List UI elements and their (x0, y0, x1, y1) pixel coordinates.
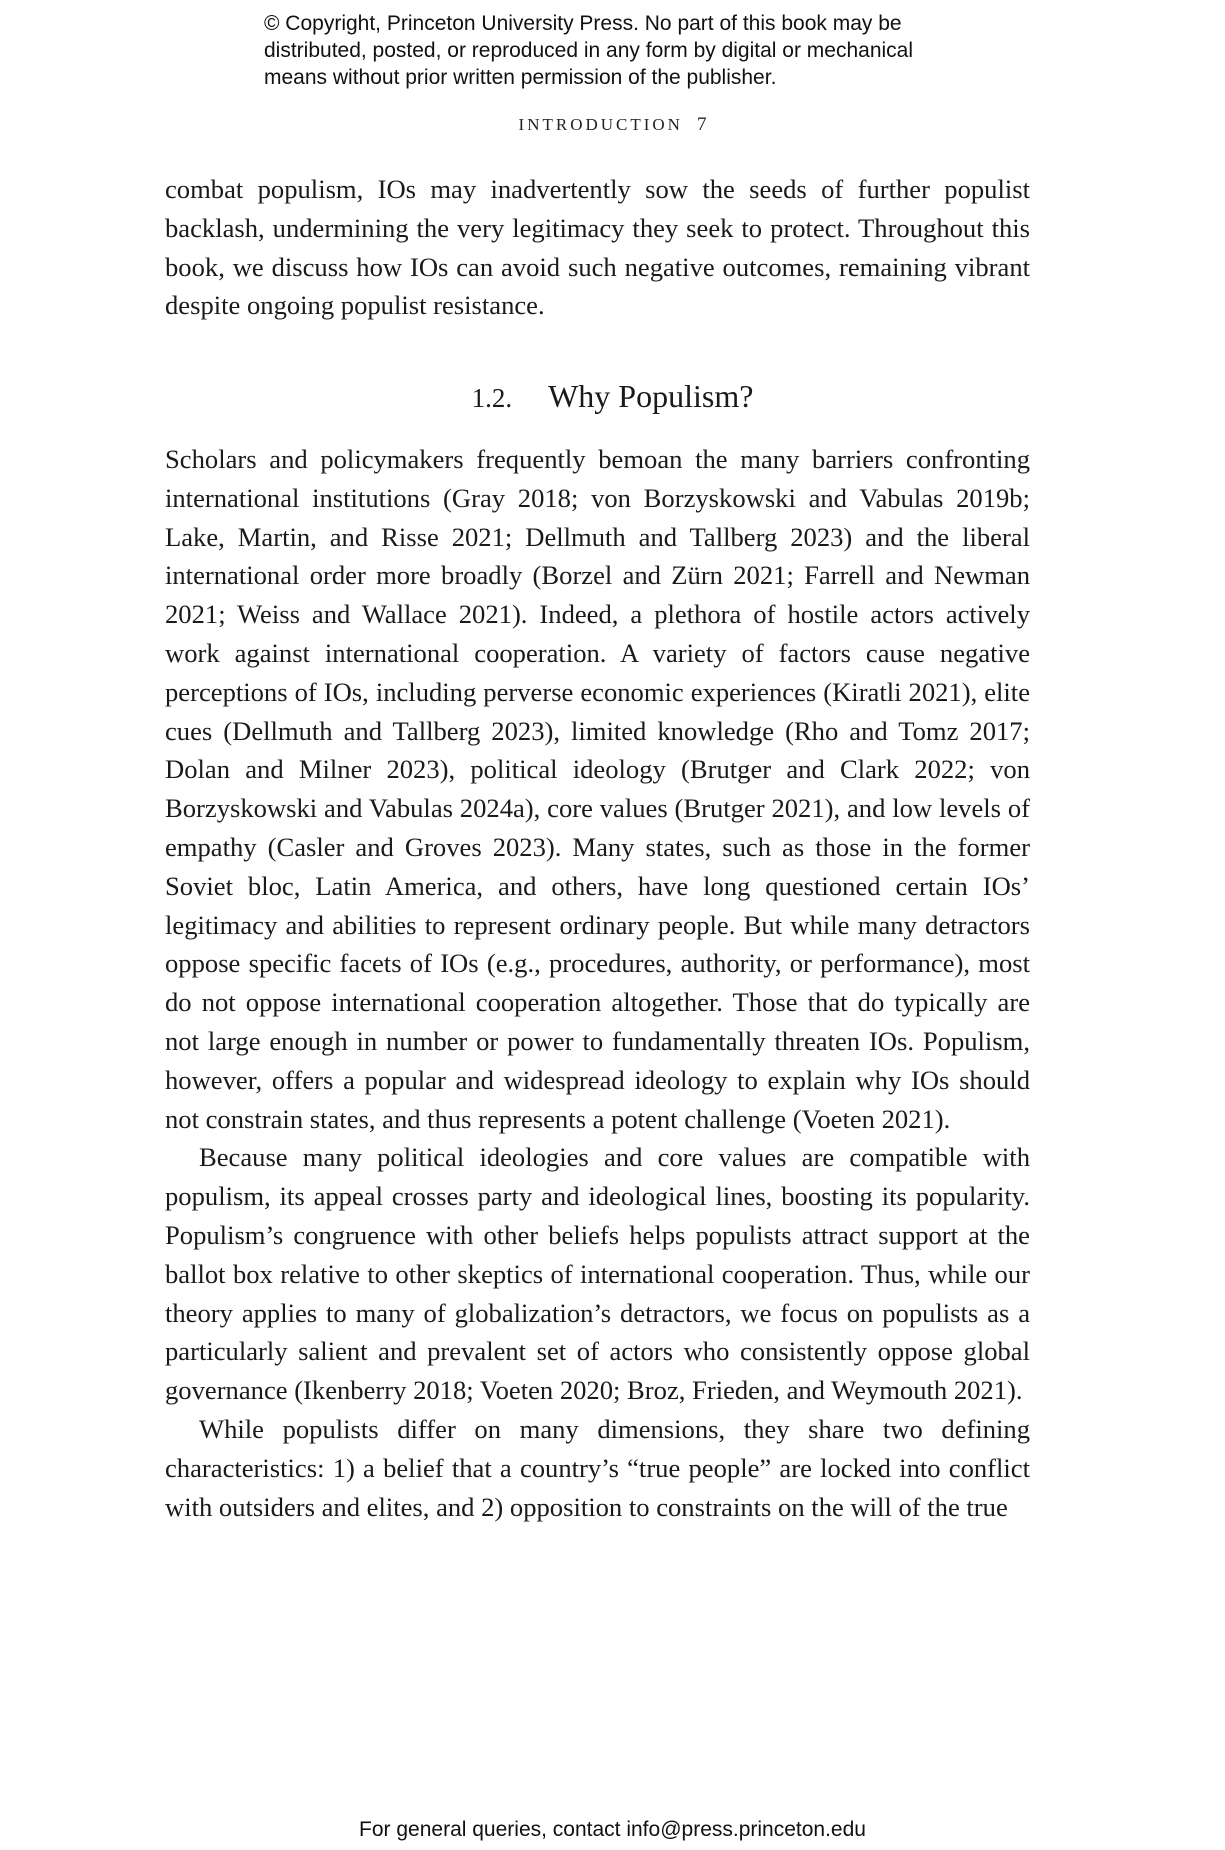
copyright-line: © Copyright, Princeton University Press. No part of this book may be (264, 12, 902, 35)
footer-contact: For general queries, contact info@press.princeton.edu (359, 1818, 866, 1841)
section-heading (0, 378, 1225, 415)
running-head (0, 114, 1225, 136)
section-title: Why Populism? (548, 378, 754, 414)
continued-paragraph-block (165, 170, 1030, 325)
page-number: 7 (696, 114, 707, 135)
section-body (165, 440, 1030, 1526)
copyright-line: means without prior written permission of the publisher. (264, 66, 777, 89)
paragraph: While populists differ on many dimensions, they share two defining characteristics: 1) a belief that a country’s “true people” are locked into conflict with outsiders and elites, and 2) opposition to constraints on the will of the true (165, 1413, 1030, 1522)
continued-paragraph: combat populism, IOs may inadvertently sow the seeds of further populist backlash, undermining the very legitimacy they seek to protect. Throughout this book, we discuss how IOs can avoid such negative outcomes, remaining vibrant despite ongoing populist resistance. (165, 174, 1030, 321)
paragraph: Scholars and policymakers frequently bemoan the many barriers confronting international institutions (Gray 2018; von Borzyskowski and Vabulas 2019b; Lake, Martin, and Risse 2021; Dellmuth and Tallberg 2023) and the liberal international order more broadly (Borzel and Zürn 2021; Farrell and Newman 2021; Weiss and Wallace 2021). Indeed, a plethora of hostile actors actively work against international cooperation. A variety of factors cause negative perceptions of IOs, including perverse economic experiences (Kiratli 2021), elite cues (Dellmuth and Tallberg 2023), limited knowledge (Rho and Tomz 2017; Dolan and Milner 2023), political ideology (Brutger and Clark 2022; von Borzyskowski and Vabulas 2024a), core values (Brutger 2021), and low levels of empathy (Casler and Groves 2023). Many states, such as those in the former Soviet bloc, Latin America, and others, have long questioned certain IOs’ legitimacy and abilities to represent ordinary people. But while many detractors oppose specific facets of IOs (e.g., procedures, authority, or performance), most do not oppose international cooperation altogether. Those that do typically are not large enough in number or power to fundamentally threaten IOs. Populism, however, offers a popular and widespread ideology to explain why IOs should not constrain states, and thus represents a potent challenge (Voeten 2021). (165, 444, 1030, 1134)
running-head-title: INTRODUCTION (518, 115, 683, 134)
section-number: 1.2. (471, 383, 513, 413)
paragraph: Because many political ideologies and core values are compatible with populism, its appeal crosses party and ideological lines, boosting its popularity. Populism’s congruence with other beliefs helps populists attract support at the ballot box relative to other skeptics of international cooperation. Thus, while our theory applies to many of globalization’s detractors, we focus on populists as a particularly salient and prevalent set of actors who consistently oppose global governance (Ikenberry 2018; Voeten 2020; Broz, Frieden, and Weymouth 2021). (165, 1142, 1030, 1406)
copyright-notice (264, 10, 1024, 91)
copyright-line: distributed, posted, or reproduced in any form by digital or mechanical (264, 39, 914, 62)
